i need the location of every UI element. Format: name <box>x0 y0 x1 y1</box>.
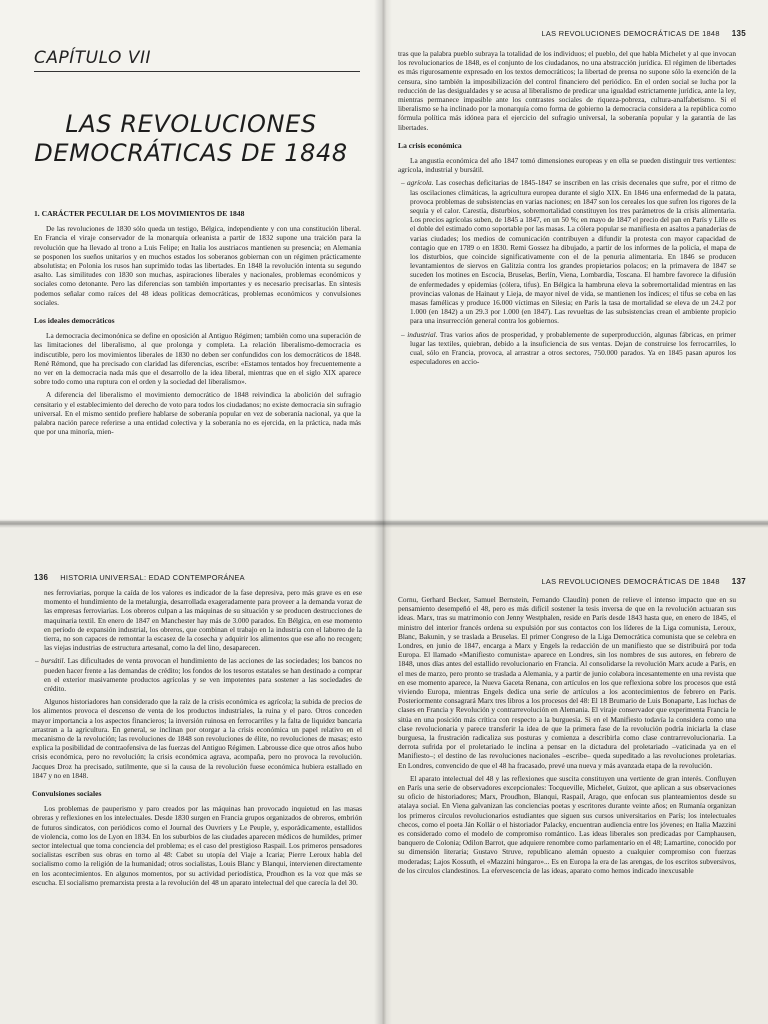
column-body <box>34 209 361 440</box>
running-head-title: HISTORIA UNIVERSAL: EDAD CONTEMPORÁNEA <box>60 573 245 582</box>
body-paragraph: La angustia económica del año 1847 tomó dimensiones europeas y en ella se pueden distinguir tres vertientes: agrícola, industrial y bursátil. <box>398 156 736 175</box>
body-paragraph: tras que la palabra pueblo subraya la totalidad de los individuos; el pueblo, del que habla Michelet y al que invocan los revolucionarios de 1848, es el conjunto de los ciudadanos, no una abstracción jurídica. El régimen de libertades es más rigurosamente expresado en los textos democráticos; la libertad de prensa no supone sólo la exención de la censura, sino también la imposibilización del control financiero del periódico. En el orden social se lucha por la reducción de las desigualdades y se acusa al liberalismo de predicar una igualdad estrictamente jurídica, ante la ley, mientras permanece impasible ante los contrastes sociales de riqueza-pobreza, cultura-analfabetismo. Si el liberalismo se ha inclinado por la monarquía como forma de gobierno la democracia considera a la república como fórmula política más idónea para el ejercicio del sufragio universal, la soberanía popular y la garantía de las libertades. <box>398 49 736 132</box>
subheading: Los ideales democráticos <box>34 316 115 326</box>
column-body <box>32 588 362 891</box>
list-item: – bursátil. Las dificultades de venta provocan el hundimiento de las acciones de las sociedades; los bancos no pueden hacer frente a las demandas de crédito; los fondos de los tesoros estatales se han destinado a comprar en el exterior masivamente productos agrícolas y se ven impotentes para sostener a las sociedades de crédito. <box>35 656 362 694</box>
chapter-label: CAPÍTULO VII <box>34 48 151 68</box>
list-term: agrícola. <box>406 178 434 188</box>
body-paragraph: Los problemas de pauperismo y paro creados por las máquinas han provocado inquietud en las masas obreras y reflexiones en los intelectuales. Desde 1830 surgen en Francia grupos organizados de obreros, embrión de futuros sindicatos, con periódicos como el Journal des Ouvriers y Le Peuple, y, esporádicamente, estallidos de violencia, como los de Lyon en 1834. En los suburbios de las ciudades aparecen médicos de humildes, primer sector intelectual que toma conciencia del problema; es el caso del prestigioso Raspail. Los primeros pensadores socialistas escriben sus obras en torno al 48: Cabet su utopía del Viaje a Icaria; Pierre Leroux habla del socialismo como la religión de la humanidad; otros socialistas, Louis Blanc y Blanqui, intervienen directamente en los acontecimientos. En algunos momentos, por su actividad periodística, Proudhon es la voz que más se escucha. El socialismo premarxista presta a la revolución del 48 un aparato intelectual del que carecía la del 30. <box>32 804 362 887</box>
running-head <box>541 29 746 38</box>
list-term: industrial. <box>407 329 438 339</box>
page-number: 136 <box>34 573 49 582</box>
body-paragraph: nes ferroviarias, porque la caída de los valores es indicador de la fase depresiva, pero más grave es en ese momento el hundimiento de la metalurgia, desarrollada exageradamente para proveer a la demanda voraz de las empresas ferroviarias. Los obreros culpan a las máquinas de su situación y se producen destrucciones de maquinaria textil. En enero de 1847 en Manchester hay más de 3.000 parados. En Bélgica, en ese momento en período de expansión industrial, los obreros, que combinan el trabajo en la industria con el laboreo de la tierra, no son capaces de remontar la escasez de la cosecha y adquirir los alimentos que ese año no recogen; las viejas industrias de estructura artesanal, como la del lino, desaparecen. <box>44 588 362 653</box>
chapter-title-line-2: DEMOCRÁTICAS DE 1848 <box>34 139 348 167</box>
body-paragraph: A diferencia del liberalismo el movimiento democrático de 1848 reivindica la abolición del sufragio censitario y el establecimiento del derecho de voto para todos los ciudadanos; no existe democracia sin sufragio universal. En el mismo sentido prefiere hablarse de soberanía popular en vez de soberanía nacional, ya que la palabra nación parece referirse a una entidad colectiva y la soberanía no es ejercida, en la práctica, nada más que por una minoría, mien- <box>34 390 361 437</box>
page-number: 135 <box>731 29 746 38</box>
section-heading: 1. CARÁCTER PECULIAR DE LOS MOVIMIENTOS DE 1848 <box>34 209 245 218</box>
running-head <box>34 573 245 582</box>
running-head-title: LAS REVOLUCIONES DEMOCRÁTICAS DE 1848 <box>541 29 720 38</box>
page-135 <box>382 0 768 521</box>
page-136 <box>0 525 382 1024</box>
list-term: bursátil. <box>40 656 66 666</box>
subheading: La crisis económica <box>398 140 462 150</box>
page-chapter-opening <box>0 0 382 521</box>
list-text: Las cosechas deficitarias de 1845-1847 se inscriben en las crisis decenales que sufre, por el ritmo de las oscilaciones climáticas, la agricultura europea durante el siglo XIX. En 1846 una enfermedad de la patata, provoca problemas de subsistencias en varias naciones; en 1847 son los cereales los que sufren los rigores de la sequía y el calor. Carestía, disturbios, sobremortalidad constituyen los tres parámetros de la crisis alimentaria. Los precios agrícolas suben, de 1845 a 1847, en un 50 %; en mayo de 1847 el precio del pan en París y Lille es el doble del estimado como soportable por las masas. La cólera popular se manifiesta en asaltos a panaderías de varias ciudades; los medios de comunicación contribuyen a difundir la protesta con mayor capacidad de contagio que en 1789 o en 1830. Remi Gossez ha dibujado, a partir de los informes de la policía, el mapa de los disturbios, que coincide significativamente con el de la penuria alimentaria. En 1846 se producen levantamientos de siervos en Galitzia contra los grandes propietarios polacos; en la primavera de 1847 se suceden los motines en Escocia, Bruselas, Berlín, Viena, Lombardía, Toscana. El hambre favorece la difusión de enfermedades y epidemias (cólera, tifus). En Bélgica la hambruna eleva la sobremortalidad mientras en las provincias valonas de Hainaut y Lieja, de mayor nivel de vida, se mantienen los índices; el tifus se ceba en las masas famélicas y produce 16.000 víctimas en Silesia; en París la tasa de mortalidad se eleva de un 24.2 por 1.000 (en 1842) a un 29.3 por 1.000 (en 1847). Las revueltas de las subsistencias crean el ambiente propicio para una insurrección general contra los gobiernos. <box>410 178 737 326</box>
body-paragraph: Algunos historiadores han considerado que la raíz de la crisis económica es agrícola; la subida de precios de los alimentos provoca el descenso de venta de los productos industriales, la ruina y el paro. Otros conceden mayor importancia a los aspectos financieros; la inversión ruinosa en ferrocarriles y la falta de liquidez bancaria arrastran a la agricultura. En general, se inclinan por otorgar a la crisis económica un papel relativo en el mecanismo de la revolución; las revoluciones de 1848 son revoluciones de élite, no revoluciones de masas; esto explica la posibilidad de contraofensiva de las fuerzas del Antiguo Régimen. Labrousse dice que otros años hubo crisis económica, pero no revolución; la crisis económica agrava, acompaña, pero no provoca la revolución. Jacques Droz ha precisado, sutilmente, que si la causa de la revolución fuese económica hubiera estallado en 1847 y no en 1848. <box>32 697 362 780</box>
list-item: – agrícola. Las cosechas deficitarias de 1845-1847 se inscriben en las crisis decenales que sufre, por el ritmo de las oscilaciones climáticas, la agricultura europea durante el siglo XIX. En 1846 una enfermedad de la patata, provoca problemas de subsistencias en varias naciones; en 1847 son los cereales los que sufren los rigores de la sequía y el calor. Carestía, disturbios, sobremortalidad constituyen los tres parámetros de la crisis alimentaria. Los precios agrícolas suben, de 1845 a 1847, en un 50 %; en mayo de 1847 el precio del pan en París y Lille es el doble del estimado como soportable por las masas. La cólera popular se manifiesta en asaltos a panaderías de varias ciudades; los medios de comunicación contribuyen a difundir la protesta con mayor capacidad de contagio que en 1789 o en 1830. Remi Gossez ha dibujado, a partir de los informes de la policía, el mapa de los disturbios, que coincide significativamente con el de la penuria alimentaria. En 1846 se producen levantamientos de siervos en Galitzia contra los grandes propietarios polacos; en la primavera de 1847 se suceden los motines en Escocia, Bruselas, Berlín, Viena, Lombardía, Toscana. El hambre favorece la difusión de enfermedades y epidemias (cólera, tifus). En Bélgica la hambruna eleva la sobremortalidad mientras en las provincias valonas de Hainaut y Lieja, de mayor nivel de vida, se mantienen los índices; el tifus se ceba en las masas famélicas y produce 16.000 víctimas en Silesia; en París la tasa de mortalidad se eleva de un 24.2 por 1.000 (en 1842) a un 29.3 por 1.000 (en 1847). Las revueltas de las subsistencias crean el ambiente propicio para una insurrección general contra los gobiernos. <box>401 178 737 326</box>
chapter-title-line-1: LAS REVOLUCIONES <box>65 110 317 138</box>
running-head-title: LAS REVOLUCIONES DEMOCRÁTICAS DE 1848 <box>541 577 720 586</box>
body-paragraph: De las revoluciones de 1830 sólo queda un testigo, Bélgica, independiente y con una constitución liberal. En Francia el viraje conservador de la monarquía orleanista a partir de 1832 supone una traición para la revolución que ha llevado al trono a Luis Felipe; en Italia los austriacos mantienen su presencia; en Alemania se posponen los sueños unitarios y en muchos estados los soberanos gobiernan con un régimen prácticamente absolutista; en Polonia los rusos han suprimido todas las libertades. En 1848 la revolución intenta su segundo asalto. Las similitudes con 1830 son muchas, aspiraciones liberales y nacionales, problemas económicos y sociales como detonante. Pero las diferencias son también importantes y es necesario precisarlas. En síntesis podemos señalar como raíces del 48 ideas políticas democráticas, problemas económicos y convulsiones sociales. <box>34 224 361 307</box>
chapter-rule <box>34 71 360 72</box>
subheading: Convulsiones sociales <box>32 789 102 799</box>
list-text: Tras varios años de prosperidad, y probablemente de superproducción, algunas fábricas, en primer lugar las textiles, quiebran, debido a la insuficiencia de sus ventas. Dejan de construirse los ferrocarriles, lo cual, sólo en Francia, provoca, al arrastrar a otros sectores, 750.000 parados. Ya en 1845 pasan apuros los especuladores en accio- <box>410 329 736 367</box>
body-paragraph: Cornu, Gerhard Becker, Samuel Bernstein, Fernando Claudín) ponen de relieve el intenso impacto que en su pensamiento desempeñó el 48, pero es más difícil sostener la tesis inversa de que en la revolución actuaran sus ideas. Marx, tras su matrimonio con Jenny Westphalen, reside en París desde 1843 hasta que, en enero de 1845, el ministro del interior francés ordena su expulsión por sus contactos con los líderes de la Liga comunista, Leroux, Blanc, Bakunin, y se traslada a Bruselas. El primer Congreso de la Liga Democrática comunista que se celebra en Londres, en junio de 1847, encarga a Marx y Engels la redacción de un manifiesto que se distribuirá por toda Europa. El llamado «Manifiesto comunista» aparece en Londres, sin los nombres de sus autores, en febrero de 1848, unos días antes del estallido revolucionario en Francia. Al consolidarse la revolución Marx acude a París, en el mes de marzo, pero pronto se traslada a Alemania, y a partir de junio colabora incesantemente en una revista que en ese momento aparece, la Nueva Gaceta Renana, con artículos en los que reflexiona sobre los procesos que está viviendo Europa, mientras Engels dedica una serie de artículos a los acontecimientos de febrero en París. Posteriormente consagrará Marx tres libros a los procesos del 48: El 18 Brumario de Luis Bonaparte, Las luchas de clases en Francia y Revolución y contrarrevolución en Alemania. El viraje conservador que experimenta Francia le sitúa en una posición más crítica con respecto a la burguesía. Si en el Manifiesto todavía la considera como una clase revolucionaria y parece transferir la idea de que la primera fase de la revolución podría iniciarla la clase burguesa, la frustración radicaliza sus posturas y comienza a describirla como clase contrarrevolucionaria. La derrota sufrida por el proletariado le inclina a pensar en la dictadura del proletariado –vaticinada ya en el Manifiesto–; el destino de las revoluciones nacionales –escribe– queda supeditado a las revoluciones proletarias. En Londres, convencido de que el 48 ha fracasado, prevé una nueva y más avanzada etapa de la revolución. <box>398 595 736 770</box>
column-body <box>398 595 736 879</box>
page-number: 137 <box>731 577 746 586</box>
list-item: – industrial. Tras varios años de prosperidad, y probablemente de superproducción, algunas fábricas, en primer lugar las textiles, quiebran, debido a la insuficiencia de sus ventas. Dejan de construirse los ferrocarriles, lo cual, sólo en Francia, provoca, al arrastrar a otros sectores, 750.000 parados. Ya en 1845 pasan apuros los especuladores en accio- <box>401 329 736 367</box>
body-paragraph: El aparato intelectual del 48 y las reflexiones que suscita constituyen una vertiente de gran interés. Confluyen en París una serie de observadores excepcionales: Tocqueville, Michelet, Guizot, que aplican a sus observaciones su oficio de historiadores; Marx, Proudhon, Blanqui, Raspail, Arago, que enfocan sus planteamientos desde su atalaya social. En Viena galvanizan las conciencias poetas y escritores durante veinte años; en Rumanía organizan los primeros círculos revolucionarios estudiantes que siguen sus cursos universitarios en París; los intelectuales checos, como el poeta Ján Kollár o el historiador Palacky, encuentran audiencia entre los jóvenes; en Italia Mazzini es considerado como el modelo de compromiso romántico. Las ideas liberales son predicadas por Camphausen, banquero de Colonia; Odilon Barrot, que adquiere renombre como parlamentario en el 48; Lamartine, conocido por su dimensión literaria; Gustavo Struve, republicano alemán opuesto a cualquier compromiso con fuerzas moderadas; Lajos Kossuth, el «Mazzini húngaro»... Es en Europa la era de las arengas, de los escritos subversivos, de los círculos clandestinos. La efervescencia de las ideas, aparato como hemos indicado inexcusable <box>398 773 736 875</box>
page-137 <box>382 525 768 1024</box>
body-paragraph: La democracia decimonónica se define en oposición al Antiguo Régimen; también como una superación de las limitaciones del liberalismo, al que prolonga y completa. La relación liberalismo-democracia es indiscutible, pero los movimientos liberales de 1830 no deben ser confundidos con los democráticos de 1848. René Rémond, que ha precisado con claridad las diferencias, escribe: «Estamos tentados hoy frecuentemente a no ver en la democracia nada más que el desarrollo de la idea liberal, mientras que en el siglo XIX aparece sobre todo como una ruptura con el orden y la sociedad del liberalismo». <box>34 331 361 387</box>
running-head <box>541 577 746 586</box>
chapter-title <box>0 110 382 168</box>
list-text: Las dificultades de venta provocan el hundimiento de las acciones de las sociedades; los bancos no pueden hacer frente a las demandas de crédito; los fondos de los tesoros estatales se han destinado a comprar en el exterior masivamente productos agrícolas y se ven impotentes para sostener a las sociedades de crédito. <box>44 656 362 694</box>
column-body <box>398 49 736 371</box>
